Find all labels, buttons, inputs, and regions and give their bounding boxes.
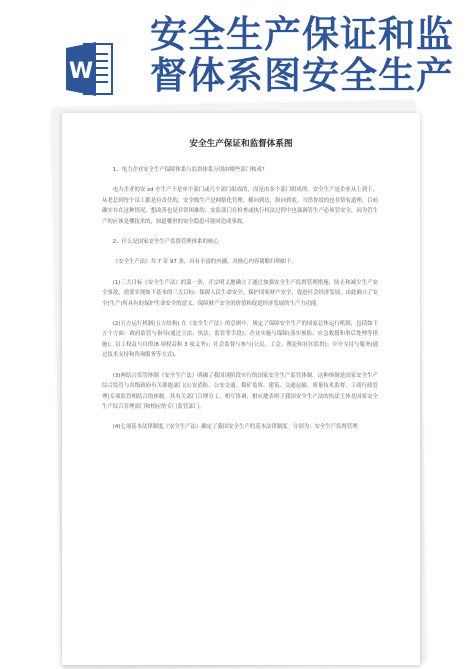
paragraph-question-1: 1、电力企业安全生产保障体系与监督体系分别由哪些部门构成? [112, 167, 265, 173]
document-body [102, 165, 378, 433]
banner-title [150, 14, 470, 96]
banner [0, 0, 474, 118]
document-title: 安全生产保证和监督体系图 [189, 139, 293, 149]
banner-title-line-1: 安全生产保证和监 [150, 13, 454, 56]
paragraph-question-2: 2、什么是国家安全生产监督管理体系的核心 [112, 239, 219, 246]
document-page [62, 113, 420, 665]
paragraph-answer-1: 电力企业的安 zd 全生产不是单个部门或几个部门组成的，而是由多个部门组成的。安全生产是企业从上到下，从老总到每个员工都是有责任的，安全级生产是网格化管理，横向到边，纵向到底。当然你说的也非常有道理，目前确实存在这种情况，想改善也是非常困难的，安监部门在检查或执行权法过程中也强调管生产必须管安全，因为管生产的应该是懂技术的，知道哪里的安全隐患可能回造成事故。 [102, 187, 378, 225]
paragraph-three-goals: (1)三大目标《安全生产法》的第一条，开宗明义地确立了通过加强安全生产监督管理措施，防止和减少生产安全事故，需要实现如下基本的三大目标：保障人民生命安全，保护国家财产安全，促进社会经济发展。由此确立了安全(生产)所具有的保护生命安全的意义、保障财产安全的价值和促进经济发展的生产力功能。 [102, 279, 378, 307]
paragraph-summary: 《安全生产法》共 7 章 97 条，具有丰富的内涵，其核心内容简略归纳如下。 [112, 259, 298, 266]
paragraph-supervision-system: (3)两结合监管体制《安全生产法》明确了我国现阶段实行的国家安全生产监管体制。这种体制是国家安全生产综合监管与各级政府有关职能部门(公安消防、公安交通、煤矿监察、建筑、交通运输、质量技术监督、工商行政管理)专项监管相结合的体制。其有关部门合理分工，相互协调，相应地表明了我国安全生产法的执法主体是国家安全生产综合管理部门和相应的专门监管部门。 [102, 372, 378, 410]
microsoft-word-icon [66, 40, 114, 98]
paragraph-seven-systems: (4)七项基本法律制度《安全生产法》确定了我国安全生产的基本法律制度。分别为：安全生产监督管理 [112, 424, 358, 431]
paragraph-five-mechanisms: (2)五方运行机制(五方结构) 在《安全生产法》的总则中，规定了保障安全生产的国家总体运行机制，包括如下五个方面：政府监管与指导(通过立法、执法、监管等手段)；企业实施与保障(落实预防、应急救援和事后处理等措施)；员工权益与自律(8 项权益和 3 项义务)；社会监督与参与(公民、工会、舆论和社区监督)；中介支持与服务(通过技术支持和咨询服务等方式)。 [102, 321, 378, 359]
banner-title-line-2: 督体系图安全生产 [150, 54, 454, 97]
word-logo-letter: W [68, 59, 94, 84]
